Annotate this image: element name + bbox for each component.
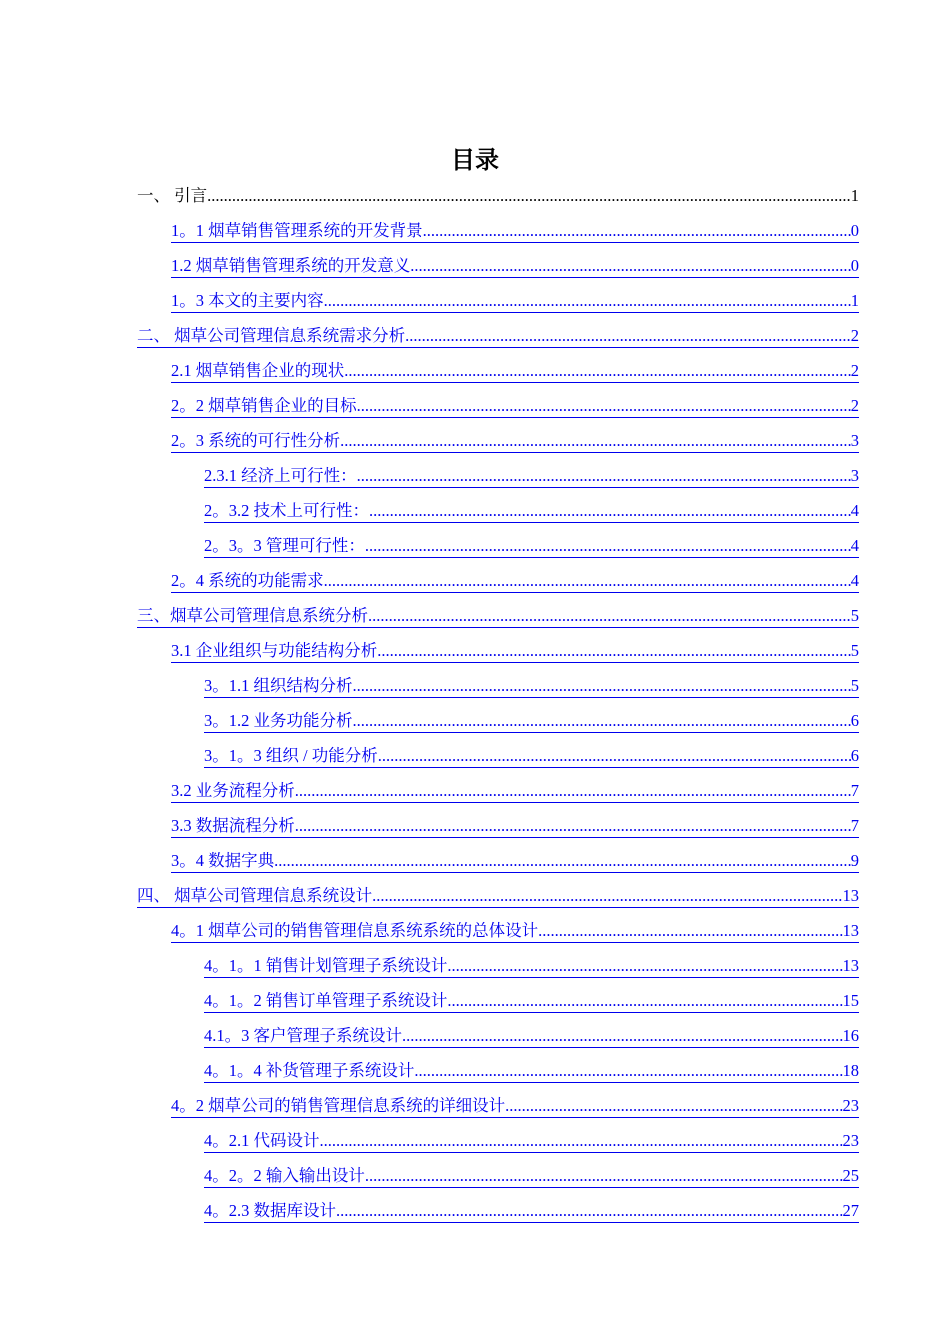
toc-entry-label: 4。1 烟草公司的销售管理信息系统系统的总体设计: [171, 921, 539, 940]
toc-page-number: 16: [842, 1026, 859, 1045]
toc-entry-link[interactable]: [204, 951, 859, 978]
toc-row: [0, 671, 950, 706]
toc-entry-link[interactable]: [171, 286, 859, 313]
dot-leader: [320, 1130, 843, 1152]
toc-entry-link[interactable]: [171, 846, 859, 873]
dot-leader: [447, 990, 842, 1012]
dot-leader: [538, 920, 842, 942]
dot-leader: [372, 885, 842, 907]
toc-page-number: 27: [842, 1201, 859, 1220]
toc-row: [0, 321, 950, 356]
toc-entry-label: 1.2 烟草销售管理系统的开发意义: [171, 256, 411, 275]
toc-page-number: 25: [842, 1166, 859, 1185]
toc-row: [0, 1091, 950, 1126]
dot-leader: [505, 1095, 842, 1117]
toc-entry-link[interactable]: [204, 1161, 859, 1188]
dot-leader: [357, 395, 851, 417]
dot-leader: [402, 1025, 843, 1047]
toc-entry-link[interactable]: [171, 636, 859, 663]
toc-entry-label: 4。2.1 代码设计: [204, 1131, 320, 1150]
toc-row: [0, 776, 950, 811]
toc-entry-link[interactable]: [171, 1091, 859, 1118]
toc-row: [0, 881, 950, 916]
toc-entry-label: 4。1。1 销售计划管理子系统设计: [204, 956, 448, 975]
toc-page-number: 5: [850, 676, 859, 695]
toc-entry-label: 一、 引言: [137, 186, 208, 205]
toc-entry-label: 4。1。4 补货管理子系统设计: [204, 1061, 415, 1080]
toc-entry-label: 四、 烟草公司管理信息系统设计: [137, 886, 373, 905]
dot-leader: [295, 815, 851, 837]
dot-leader: [353, 675, 851, 697]
dot-leader: [295, 780, 851, 802]
dot-leader: [410, 255, 851, 277]
toc-page-number: 9: [850, 851, 859, 870]
toc-entry-label: 3.2 业务流程分析: [171, 781, 295, 800]
toc-row: [0, 496, 950, 531]
toc-page-number: 15: [842, 991, 859, 1010]
toc-page-number: 4: [850, 501, 859, 520]
toc-entry-label: 4。2 烟草公司的销售管理信息系统的详细设计: [171, 1096, 506, 1115]
toc-entry-label: 2。3 系统的可行性分析: [171, 431, 341, 450]
toc-entry-label: 二、 烟草公司管理信息系统需求分析: [137, 326, 406, 345]
toc-row: [0, 741, 950, 776]
dot-leader: [324, 570, 851, 592]
toc-entry-label: 1。1 烟草销售管理系统的开发背景: [171, 221, 423, 240]
dot-leader: [405, 325, 851, 347]
toc-row: [0, 356, 950, 391]
toc-entry-label: 三、烟草公司管理信息系统分析: [137, 606, 368, 625]
toc-entry-link[interactable]: [171, 566, 859, 593]
toc-page-number: 6: [850, 711, 859, 730]
dot-leader: [378, 745, 851, 767]
toc-page-number: 0: [850, 256, 859, 275]
toc-entry-label: 4.1。3 客户管理子系统设计: [204, 1026, 402, 1045]
toc-page-number: 5: [850, 641, 859, 660]
toc-entry-label: 2.1 烟草销售企业的现状: [171, 361, 345, 380]
toc-page-number: 2: [850, 361, 859, 380]
toc-row: [0, 531, 950, 566]
toc-row: [0, 391, 950, 426]
dot-leader: [368, 605, 851, 627]
toc-page-number: 3: [850, 466, 859, 485]
toc-page-number: 1: [850, 186, 859, 205]
dot-leader: [423, 220, 851, 242]
toc-entry-label: 1。3 本文的主要内容: [171, 291, 324, 310]
dot-leader: [207, 185, 851, 207]
dot-leader: [357, 465, 851, 487]
toc-entry-link[interactable]: [204, 461, 859, 488]
dot-leader: [369, 500, 851, 522]
table-of-contents: [0, 181, 950, 1231]
toc-entry-label: 2。4 系统的功能需求: [171, 571, 324, 590]
toc-row: [0, 986, 950, 1021]
toc-page-number: 7: [850, 781, 859, 800]
toc-entry-link[interactable]: [137, 321, 859, 348]
dot-leader: [344, 360, 851, 382]
toc-entry-label: 3。4 数据字典: [171, 851, 275, 870]
toc-entry-link[interactable]: [171, 426, 859, 453]
toc-row: [0, 286, 950, 321]
toc-row: [0, 1056, 950, 1091]
toc-page-number: 13: [842, 921, 859, 940]
toc-entry-link[interactable]: [204, 671, 859, 698]
toc-entry-link[interactable]: [171, 916, 859, 943]
toc-row: [0, 251, 950, 286]
toc-row: [0, 601, 950, 636]
toc-entry-link[interactable]: [204, 496, 859, 523]
toc-row: [0, 811, 950, 846]
toc-page-number: 18: [842, 1061, 859, 1080]
toc-entry-link[interactable]: [171, 776, 859, 803]
toc-entry-link: [137, 181, 859, 207]
toc-entry-label: 2。3.2 技术上可行性：: [204, 501, 369, 520]
toc-row: [0, 1021, 950, 1056]
dot-leader: [377, 640, 851, 662]
toc-page-number: 0: [850, 221, 859, 240]
dot-leader: [340, 430, 851, 452]
toc-entry-link[interactable]: [204, 531, 859, 558]
toc-page-number: 3: [850, 431, 859, 450]
toc-entry-link[interactable]: [204, 1021, 859, 1048]
toc-entry-label: 2。3。3 管理可行性：: [204, 536, 365, 555]
toc-row: [0, 846, 950, 881]
toc-page-number: 13: [842, 886, 859, 905]
dot-leader: [365, 1165, 843, 1187]
dot-leader: [365, 535, 851, 557]
toc-row: [0, 181, 950, 216]
toc-row: [0, 426, 950, 461]
toc-entry-label: 3。1.2 业务功能分析: [204, 711, 353, 730]
toc-page-number: 6: [850, 746, 859, 765]
toc-entry-label: 2.3.1 经济上可行性：: [204, 466, 357, 485]
toc-entry-link[interactable]: [171, 811, 859, 838]
dot-leader: [324, 290, 851, 312]
toc-row: [0, 706, 950, 741]
toc-row: [0, 461, 950, 496]
toc-entry-link[interactable]: [171, 216, 859, 243]
toc-page-number: 4: [850, 536, 859, 555]
toc-row: [0, 566, 950, 601]
toc-entry-label: 4。2.3 数据库设计: [204, 1201, 336, 1220]
toc-entry-label: 4。2。2 输入输出设计: [204, 1166, 365, 1185]
dot-leader: [414, 1060, 842, 1082]
toc-entry-link[interactable]: [171, 356, 859, 383]
toc-entry-link[interactable]: [204, 741, 859, 768]
toc-page-number: 7: [850, 816, 859, 835]
toc-row: [0, 216, 950, 251]
toc-row: [0, 951, 950, 986]
dot-leader: [353, 710, 851, 732]
toc-entry-label: 3。1。3 组织 / 功能分析: [204, 746, 378, 765]
toc-entry-label: 4。1。2 销售订单管理子系统设计: [204, 991, 448, 1010]
toc-entry-link[interactable]: [204, 706, 859, 733]
toc-entry-label: 3。1.1 组织结构分析: [204, 676, 353, 695]
toc-page-number: 4: [850, 571, 859, 590]
toc-row: [0, 636, 950, 671]
dot-leader: [274, 850, 851, 872]
dot-leader: [447, 955, 842, 977]
toc-page-number: 13: [842, 956, 859, 975]
toc-page-number: 5: [850, 606, 859, 625]
toc-entry-link[interactable]: [204, 986, 859, 1013]
dot-leader: [336, 1200, 843, 1222]
toc-page-number: 23: [842, 1096, 859, 1115]
toc-page-number: 2: [850, 396, 859, 415]
toc-entry-link[interactable]: [171, 251, 859, 278]
toc-page-number: 1: [850, 291, 859, 310]
toc-entry-label: 3.1 企业组织与功能结构分析: [171, 641, 378, 660]
toc-row: [0, 1196, 950, 1231]
toc-entry-label: 2。2 烟草销售企业的目标: [171, 396, 357, 415]
toc-row: [0, 1161, 950, 1196]
toc-entry-link[interactable]: [204, 1056, 859, 1083]
toc-row: [0, 916, 950, 951]
toc-page-number: 2: [850, 326, 859, 345]
toc-entry-link[interactable]: [137, 601, 859, 628]
toc-entry-link[interactable]: [204, 1126, 859, 1153]
toc-page-number: 23: [842, 1131, 859, 1150]
toc-entry-link[interactable]: [137, 881, 859, 908]
toc-entry-link[interactable]: [171, 391, 859, 418]
toc-entry-label: 3.3 数据流程分析: [171, 816, 295, 835]
toc-title: 目录: [451, 146, 499, 174]
toc-row: [0, 1126, 950, 1161]
toc-entry-link[interactable]: [204, 1196, 859, 1223]
